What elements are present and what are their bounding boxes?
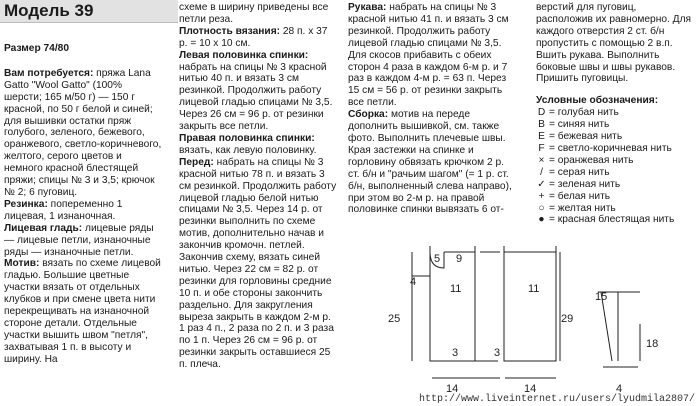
paragraph: Правая половинка спинки: вязать, как левую половинку.	[179, 132, 317, 156]
legend-label: = белая нить	[549, 190, 611, 202]
front-dimension-label: 3	[494, 347, 501, 359]
back-dimension-label: 25	[388, 313, 401, 325]
legend-label: = желтая нить	[549, 202, 616, 214]
back-dimension-label: 11	[450, 283, 462, 295]
legend-label: = бежевая нить	[549, 131, 623, 143]
paragraph: Плотность вязания: 28 п. х 37 р. = 10 х 10 см.	[179, 25, 328, 49]
paragraph: схеме в ширину приведены все петли реза.	[179, 2, 329, 25]
dimension-lines	[412, 252, 640, 378]
watermark: http://www.liveinternet.ru/users/lyudmila2807/	[418, 394, 695, 405]
front-dimension-label: 14	[524, 383, 537, 395]
back-piece-outline	[430, 252, 475, 361]
back-dimension-label: 4	[410, 276, 417, 288]
legend-symbol: ×	[538, 154, 545, 166]
legend-symbol: ●	[538, 214, 545, 226]
legend-label: = серая нить	[549, 166, 610, 178]
sleeve-dimension-label: 18	[646, 338, 659, 350]
paragraph: Резинка: попеременно 1 лицевая, 1 изнаночная.	[4, 198, 123, 222]
legend-label: = красная блестящая нить	[549, 214, 675, 226]
sleeve-dimension-label: 15	[595, 291, 608, 303]
legend-label: = оранжевая нить	[549, 154, 634, 166]
legend-symbol: ○	[538, 202, 545, 214]
sleeve-dimension-label: 4	[616, 383, 623, 395]
legend-label: = светло-коричневая нить	[549, 142, 672, 154]
paragraph: Лицевая гладь: лицевые ряды — лицевые петли, изнаночные ряды — изнаночные петли.	[4, 222, 154, 258]
legend-symbol: B	[538, 119, 545, 131]
legend-symbol: D	[537, 107, 546, 119]
page-title: Модель 39	[4, 1, 94, 20]
paragraph: Вам потребуется: пряжа Lana Gatto "Wool Gatto" (100% шерсти; 165 м/50 г) — 150 г красной, по 50 г белой и синей; для вышивки остатки пряж голубого, зеленого, бежевого, оранжевого, светло-коричневого, желтого, серого цветов и немного красной блестящей пряжи; спицы № 3 и 3,5; крючок № 2; 6 пуговиц.	[4, 67, 162, 198]
paragraph: Рукава: набрать на спицы № 3 красной нитью 41 п. и вязать 3 см резинкой. Продолжить работу лицевой гладью спицами № 3,5. Для скосов прибавить с обеих сторон 4 раза в каждом 6-м р. и 7 раз в каждом 4-м р. = 63 п. Через 15 см = 56 р. от резинки закрыть все петли.	[348, 2, 509, 109]
paragraph: Сборка: мотив на переде дополнить вышивкой, см. также фото. Выполнить плечевые швы. Края застежки на спинке и горловину обвязать крючком 2 р. ст. б/н и "рачьим шагом" (= 1 р. ст. б/н, выполненный слева направо), при этом во 2-м р. на правой половинке спинки вывязать 6 от-	[348, 109, 512, 216]
legend-label: = зеленая нить	[549, 178, 621, 190]
back-dimension-label: 3	[452, 347, 459, 359]
back-dimension-label: 14	[446, 383, 459, 395]
front-piece-outline	[504, 252, 556, 361]
legend-symbol: /	[540, 166, 543, 178]
front-dimension-label: 29	[561, 313, 574, 325]
back-dimension-label: 5	[434, 253, 441, 265]
legend-symbol: +	[538, 190, 545, 202]
paragraph: верстий для пуговиц, расположив их равномерно. Для каждого отверстия 2 ст. б/н пропустить с помощью 2 в.п. Вшить рукава. Выполнить боковые швы и швы рукавов. Пришить пуговицы.	[536, 2, 692, 85]
legend-title: Условные обозначения:	[536, 95, 659, 107]
legend-symbol: ✓	[537, 178, 546, 190]
legend-label: = голубая нить	[549, 107, 619, 119]
paragraph: Перед: набрать на спицы № 3 красной нитью 78 п. и вязать 3 см резинкой. Продолжить работу лицевой гладью белой нитью спицами № 3,5. Через 14 р. от резинки выполнить по схеме мотив, дополнительно начав и закончив кромочн. петлей. Закончив схему, вязать синей нитью. Через 22 см = 82 р. от резинки для горловины средние 10 п. и обе стороны закончить раздельно. Для закругления выреза закрыть в каждом 2-м р. 1 раз 4 п., 2 раза по 2 п. и 3 раза по 1 п. Через 26 см = 96 р. от резинки закрыть оставшиеся 25 п. плеча.	[179, 156, 337, 371]
legend-symbol: F	[538, 142, 545, 154]
legend-symbol: E	[538, 131, 545, 143]
paragraph: Мотив: вязать по схеме лицевой гладью. Большие цветные участки вязать от отдельных клубков и при смене цвета нити перекрещивать на изнаночной стороне детали. Отдельные участки вышить швом "петля", захватывая 1 п. в высоту и ширину. На	[4, 258, 161, 365]
front-dimension-label: 11	[528, 283, 540, 295]
size-label: Размер 74/80	[4, 43, 70, 54]
paragraph: Левая половинка спинки: набрать на спицы № 3 красной нитью 40 п. и вязать 3 см резинкой. Продолжить работу лицевой гладью спицами № 3,5. Через 26 см = 96 р. от резинки закрыть все петли.	[179, 49, 333, 133]
back-dimension-label: 9	[456, 253, 463, 265]
legend-label: = синяя нить	[549, 119, 610, 131]
